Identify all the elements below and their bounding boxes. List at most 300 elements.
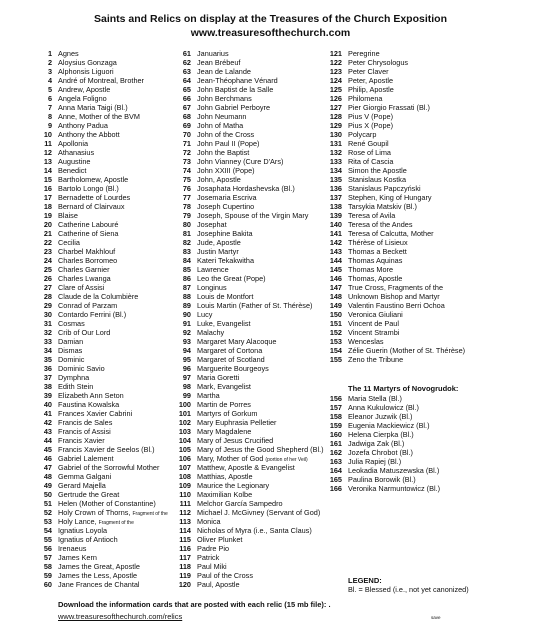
list-item [163,319,324,328]
list-item [20,67,168,76]
list-item [20,355,168,364]
list-item [313,319,465,328]
item-number: 161 [329,439,342,448]
item-number: 3 [47,67,52,76]
saint-name: Francis of Assisi [58,427,111,436]
item-number: 68 [182,112,191,121]
saint-name: Polycarp [348,130,377,139]
saint-name: Paul, Apostle [197,580,240,589]
saint-name: Teresa of Avila [348,211,396,220]
list-item [163,301,324,310]
list-item [20,508,168,517]
list-item [163,364,324,373]
item-number: 25 [43,265,52,274]
saint-name: True Cross, Fragments of the [348,283,444,292]
saint-name: Teresa of the Andes [348,220,413,229]
saint-name: Maria Stella (Bl.) [348,394,402,403]
saint-name: Veronika Narmuntowicz (Bl.) [348,484,441,493]
saint-name: Holy Crown of Thorns, [58,508,131,517]
list-item [313,484,440,493]
saint-name: Mary Euphrasia Pelletier [197,418,277,427]
saint-name: André of Montreal, Brother [58,76,144,85]
item-number: 106 [178,454,191,463]
list-item [20,130,168,139]
item-number: 2 [47,58,52,67]
saint-name: Joseph, Spouse of the Virgin Mary [197,211,309,220]
saint-name: Margaret of Cortona [197,346,263,355]
list-item [163,103,324,112]
saint-name: Conrad of Parzam [58,301,118,310]
item-number: 138 [329,202,342,211]
list-item [313,475,440,484]
saint-name: Margaret Mary Alacoque [197,337,277,346]
list-item [20,490,168,499]
item-number: 83 [182,247,191,256]
saint-name: Teresa of Calcutta, Mother [348,229,434,238]
item-number: 151 [329,319,342,328]
list-item [20,364,168,373]
list-item [163,166,324,175]
item-number: 47 [43,463,52,472]
list-item [163,400,324,409]
item-number: 120 [178,580,191,589]
item-number: 126 [329,94,342,103]
saint-name: Mary Magdalene [197,427,252,436]
item-number: 97 [182,373,191,382]
list-item [313,112,465,121]
list-item [163,544,324,553]
item-number: 84 [182,256,191,265]
list-item [313,211,465,220]
saint-name: Jadwiga Zak (Bl.) [348,439,405,448]
saint-name: Thomas Aquinas [348,256,403,265]
item-number: 45 [43,445,52,454]
saint-name: Josaphata Hordashevska (Bl.) [197,184,295,193]
item-number: 82 [182,238,191,247]
saint-name: Athanasius [58,148,95,157]
item-number: 101 [178,409,191,418]
item-number: 58 [43,562,52,571]
saint-name: Oliver Plunket [197,535,243,544]
list-item [20,274,168,283]
martyrs-list [313,394,440,493]
item-number: 91 [182,319,191,328]
list-item [163,58,324,67]
item-number: 96 [182,364,191,373]
item-number: 100 [178,400,191,409]
saint-name: Paul of the Cross [197,571,253,580]
item-number: 156 [329,394,342,403]
list-item [20,112,168,121]
saint-name: Stephen, King of Hungary [348,193,432,202]
saint-name: Edith Stein [58,382,94,391]
list-item [313,94,465,103]
saint-name: Simon the Apostle [348,166,407,175]
item-number: 132 [329,148,342,157]
item-number: 165 [329,475,342,484]
relics-link[interactable]: www.treasuresofthechurch.com/relics [58,612,183,621]
item-number: 147 [329,283,342,292]
saint-name: Alphonsis Liguori [58,67,114,76]
item-number: 141 [329,229,342,238]
saint-name: Frances Xavier Cabrini [58,409,133,418]
list-item [20,166,168,175]
saint-name: Cecilia [58,238,80,247]
list-item [20,382,168,391]
item-number: 122 [329,58,342,67]
item-number: 88 [182,292,191,301]
list-item [163,553,324,562]
item-number: 44 [43,436,52,445]
list-item [20,283,168,292]
list-item [163,328,324,337]
item-number: 129 [329,121,342,130]
item-number: 56 [43,544,52,553]
saint-name: Lucy [197,310,213,319]
list-item [163,580,324,589]
list-item [20,472,168,481]
item-number: 42 [43,418,52,427]
item-number: 5 [47,85,52,94]
saint-name: Melchor García Sampedro [197,499,283,508]
saint-name: Anthony the Abbott [58,130,120,139]
list-item [163,292,324,301]
saint-name: Francis de Sales [58,418,113,427]
list-item [313,337,465,346]
saint-name: John Gabriel Perboyre [197,103,271,112]
item-number: 148 [329,292,342,301]
saint-name: Irenaeus [58,544,87,553]
item-number: 89 [182,301,191,310]
saint-name: Stanislaus Papczyński [348,184,421,193]
saint-name: Jean de Lalande [197,67,251,76]
saint-name: Gemma Galgani [58,472,112,481]
item-number: 154 [329,346,342,355]
saint-name: John of the Cross [197,130,255,139]
saint-name: John the Baptist [197,148,250,157]
item-number: 23 [43,247,52,256]
item-number: 35 [43,355,52,364]
saint-name: Charbel Makhlouf [58,247,116,256]
item-number: 31 [43,319,52,328]
saint-name: Pier Giorgio Frassati (Bl.) [348,103,430,112]
item-number: 121 [329,49,342,58]
list-item [20,337,168,346]
item-number: 159 [329,421,342,430]
item-number: 112 [179,508,191,517]
list-item [20,346,168,355]
list-item [163,454,324,463]
list-item [163,535,324,544]
list-item [313,148,465,157]
item-number: 37 [43,373,52,382]
site-url[interactable]: www.treasuresofthechurch.com [190,27,351,39]
list-item [20,85,168,94]
saint-name: Louis de Montfort [197,292,254,301]
item-number: 33 [43,337,52,346]
item-number: 20 [43,220,52,229]
list-item [20,49,168,58]
item-number: 137 [329,193,342,202]
saint-name: Unknown Bishop and Martyr [348,292,440,301]
saint-name: Thérèse of Lisieux [348,238,408,247]
item-number: 29 [43,301,52,310]
saint-name: Anna Kukulowicz (Bl.) [348,403,419,412]
saint-name: Jozefa Chrobot (Bl.) [348,448,413,457]
saint-name: Januarius [197,49,229,58]
list-item [313,229,465,238]
saint-name: Bartolo Longo (Bl.) [58,184,119,193]
saint-name: Kateri Tekakwitha [197,256,255,265]
list-item [20,436,168,445]
item-number: 150 [329,310,342,319]
saint-name: Gabriel of the Sorrowful Mother [58,463,160,472]
list-item [163,139,324,148]
saint-name: Bernard of Clairvaux [58,202,125,211]
saint-name: John Neumann [197,112,247,121]
item-number: 99 [182,391,191,400]
item-number: 74 [182,166,191,175]
item-number: 30 [43,310,52,319]
saint-name: Catherine Labouré [58,220,119,229]
list-item [20,454,168,463]
item-number: 92 [182,328,191,337]
list-item [163,67,324,76]
saint-name: Stanislaus Kostka [348,175,407,184]
item-number: 116 [179,544,191,553]
list-item [163,346,324,355]
list-item [20,157,168,166]
list-item [163,202,324,211]
list-item [313,166,465,175]
saint-name: John Baptist de la Salle [197,85,274,94]
saint-name: Jean-Théophane Vénard [197,76,278,85]
item-number: 115 [179,535,191,544]
item-number: 51 [43,499,52,508]
saint-name: Clare of Assisi [58,283,105,292]
item-number: 27 [43,283,52,292]
saint-name: Bartholomew, Apostle [58,175,129,184]
saint-name: Charles Lwanga [58,274,111,283]
list-item [313,121,465,130]
item-number: 157 [329,403,342,412]
saint-name: Philip, Apostle [348,85,394,94]
saint-name: Matthias, Apostle [197,472,253,481]
item-number: 60 [43,580,52,589]
item-number: 153 [329,337,342,346]
saint-name: Eleanor Juzwik (Bl.) [348,412,413,421]
download-note: Download the information cards that are posted with each relic (15 mb file): . [58,600,331,609]
list-item [163,463,324,472]
list-item [20,184,168,193]
saint-name: Margaret of Scotland [197,355,265,364]
saint-name: Charles Garnier [58,265,110,274]
item-number: 71 [182,139,191,148]
saint-name: Josemaria Escriva [197,193,257,202]
list-item [313,439,440,448]
list-item [313,184,465,193]
item-number: 46 [43,454,52,463]
saint-name: Eugenia Mackiewicz (Bl.) [348,421,430,430]
list-item [313,58,465,67]
name-note: (portion of her Veil) [265,457,308,463]
list-item [20,418,168,427]
list-item [20,445,168,454]
saint-name: Gerard Majella [58,481,106,490]
list-item [163,571,324,580]
saint-name: Gertrude the Great [58,490,120,499]
saint-name: Malachy [197,328,225,337]
item-number: 90 [182,310,191,319]
item-number: 136 [329,184,342,193]
item-number: 98 [182,382,191,391]
saint-name: Peregrine [348,49,380,58]
item-number: 14 [43,166,52,175]
list-item [313,247,465,256]
saint-name: Maximilian Kolbe [197,490,253,499]
item-number: 135 [329,175,342,184]
saint-name: Padre Pio [197,544,230,553]
list-item [20,391,168,400]
item-number: 65 [182,85,191,94]
saint-name: Anthony Padua [58,121,108,130]
list-item [20,229,168,238]
list-item [163,85,324,94]
item-number: 17 [43,193,52,202]
item-number: 149 [329,301,342,310]
saint-name: Pius X (Pope) [348,121,394,130]
saint-name: Francis Xavier [58,436,105,445]
item-number: 41 [43,409,52,418]
list-item [20,481,168,490]
list-item [20,328,168,337]
item-number: 55 [43,535,52,544]
list-item [163,211,324,220]
list-item [313,448,440,457]
item-number: 63 [182,67,191,76]
saint-name: Veronica Giuliani [348,310,403,319]
item-number: 34 [43,346,52,355]
list-item [313,67,465,76]
saint-name: Martyrs of Gorkum [197,409,258,418]
item-number: 79 [182,211,191,220]
list-item [313,346,465,355]
saint-name: Blaise [58,211,78,220]
item-number: 28 [43,292,52,301]
saint-name: Catherine of Siena [58,229,119,238]
item-number: 13 [43,157,52,166]
saint-name: Holy Lance, [58,517,97,526]
list-item [20,562,168,571]
item-number: 52 [43,508,52,517]
item-number: 105 [178,445,191,454]
item-number: 127 [329,103,342,112]
saint-name: Tarsykia Matskiv (Bl.) [348,202,417,211]
item-number: 123 [329,67,342,76]
item-number: 131 [329,139,342,148]
item-number: 113 [179,517,191,526]
saint-name: Anne, Mother of the BVM [58,112,140,121]
list-item [20,220,168,229]
list-item [163,337,324,346]
list-item [20,238,168,247]
list-item [313,238,465,247]
item-number: 144 [329,256,342,265]
item-number: 38 [43,382,52,391]
item-number: 143 [329,247,342,256]
item-number: 77 [182,193,191,202]
saint-name: John Vianney (Cure D'Ars) [197,157,284,166]
saint-name: Josephat [197,220,227,229]
item-number: 10 [43,130,52,139]
saint-name: Mary of Jesus the Good Shepherd (Bl.) [197,445,324,454]
saint-name: Michael J. McGivney (Servant of God) [197,508,321,517]
item-number: 16 [43,184,52,193]
saint-name: James the Great, Apostle [58,562,140,571]
list-item [163,427,324,436]
list-item [163,157,324,166]
list-item [163,229,324,238]
list-item [163,121,324,130]
item-number: 114 [179,526,191,535]
saint-name: Rita of Cascia [348,157,394,166]
saint-name: Marguerite Bourgeoys [197,364,269,373]
item-number: 160 [329,430,342,439]
martyrs-heading: The 11 Martyrs of Novogrudok: [348,384,459,393]
saint-name: Benedict [58,166,87,175]
saint-name: Francis Xavier de Seelos (Bl.) [58,445,155,454]
list-item [20,292,168,301]
item-number: 8 [47,112,52,121]
list-item [20,310,168,319]
item-number: 15 [43,175,52,184]
item-number: 85 [182,265,191,274]
item-number: 6 [47,94,52,103]
list-item [20,202,168,211]
saint-name: Dominic [58,355,85,364]
item-number: 117 [179,553,191,562]
item-number: 104 [178,436,191,445]
saint-name: Monica [197,517,221,526]
list-item [163,409,324,418]
list-item [20,535,168,544]
saint-name: Zeno the Tribune [348,355,404,364]
list-item [20,571,168,580]
list-item [313,412,440,421]
item-number: 134 [329,166,342,175]
item-number: 109 [178,481,191,490]
item-number: 39 [43,391,52,400]
list-item [313,301,465,310]
item-number: 48 [43,472,52,481]
saint-name: Leokadia Matuszewska (Bl.) [348,466,440,475]
list-item [163,391,324,400]
saint-name: Anna Maria Taigi (Bl.) [58,103,128,112]
item-number: 164 [329,466,342,475]
saint-name: John Berchmans [197,94,252,103]
corner-mark: save [431,615,441,620]
list-item [313,157,465,166]
list-item [20,526,168,535]
list-item [313,394,440,403]
item-number: 162 [329,448,342,457]
item-number: 9 [47,121,52,130]
list-item [20,103,168,112]
saint-name: Josephine Bakita [197,229,253,238]
legend-text: Bl. = Blessed (i.e., not yet canonized) [348,585,469,594]
list-item [313,175,465,184]
saint-name: Faustina Kowalska [58,400,120,409]
